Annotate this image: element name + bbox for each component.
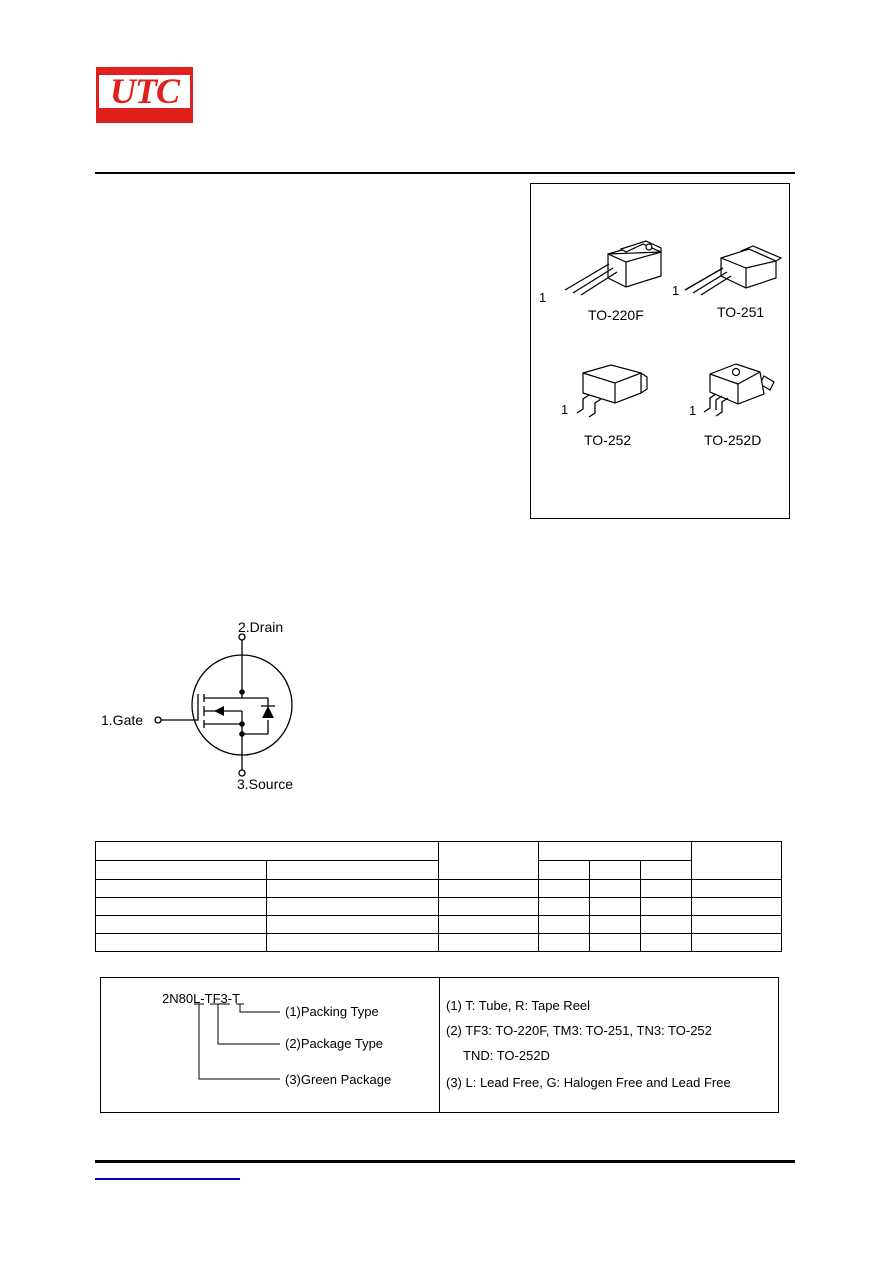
table-row bbox=[96, 880, 782, 898]
callout-packing-type: (1)Packing Type bbox=[285, 1004, 379, 1019]
table-row bbox=[96, 898, 782, 916]
to-252d-package-drawing bbox=[698, 356, 783, 424]
to-251-pin1-label: 1 bbox=[672, 283, 680, 298]
note-packing-type: (1) T: Tube, R: Tape Reel bbox=[446, 998, 591, 1013]
table-header-cell bbox=[96, 861, 267, 880]
table-row bbox=[96, 934, 782, 952]
table-header-cell bbox=[539, 861, 590, 880]
table-header-cell bbox=[590, 861, 641, 880]
gate-label: 1.Gate bbox=[101, 712, 144, 728]
to-252d-label: TO-252D bbox=[704, 432, 762, 448]
to-252-package-drawing bbox=[571, 359, 656, 424]
table-header-cell bbox=[439, 842, 539, 880]
note-package-type: (2) TF3: TO-220F, TM3: TO-251, TN3: TO-252 bbox=[446, 1023, 712, 1038]
header-rule bbox=[95, 172, 795, 174]
utc-logo bbox=[96, 67, 193, 123]
to-252d-pin1-label: 1 bbox=[689, 403, 697, 418]
to-251-label: TO-251 bbox=[717, 304, 765, 320]
drain-label: 2.Drain bbox=[238, 619, 284, 635]
table-header-cell bbox=[641, 861, 692, 880]
logo-text: UTC bbox=[110, 71, 179, 111]
table-header-cell bbox=[539, 842, 692, 861]
code-box-divider bbox=[439, 977, 440, 1113]
callout-package-type: (2)Package Type bbox=[285, 1036, 384, 1051]
callout-green-package: (3)Green Package bbox=[285, 1072, 392, 1087]
table-header-cell bbox=[96, 842, 439, 861]
to-220f-label: TO-220F bbox=[588, 307, 644, 323]
table-header-cell bbox=[267, 861, 439, 880]
mosfet-symbol-diagram bbox=[150, 630, 300, 780]
note-green-package: (3) L: Lead Free, G: Halogen Free and Lead Free bbox=[446, 1075, 731, 1090]
note-package-type-cont: TND: TO-252D bbox=[463, 1048, 550, 1063]
to-220f-pin1-label: 1 bbox=[539, 290, 547, 305]
package-outline-box bbox=[530, 183, 790, 519]
table-header-cell bbox=[692, 842, 782, 880]
footer-rule bbox=[95, 1160, 795, 1163]
to-252-pin1-label: 1 bbox=[561, 402, 569, 417]
footer-link-underline[interactable] bbox=[95, 1178, 240, 1180]
table-row bbox=[96, 916, 782, 934]
to-252-label: TO-252 bbox=[584, 432, 632, 448]
source-label: 3.Source bbox=[237, 776, 294, 792]
to-220f-package-drawing bbox=[551, 232, 671, 302]
ordering-info-table bbox=[95, 841, 782, 952]
to-251-package-drawing bbox=[681, 238, 786, 303]
part-number-callout-lines bbox=[190, 1000, 300, 1085]
logo-panel bbox=[99, 71, 190, 111]
part-number-example: 2N80L-TF3-T bbox=[162, 991, 241, 1006]
